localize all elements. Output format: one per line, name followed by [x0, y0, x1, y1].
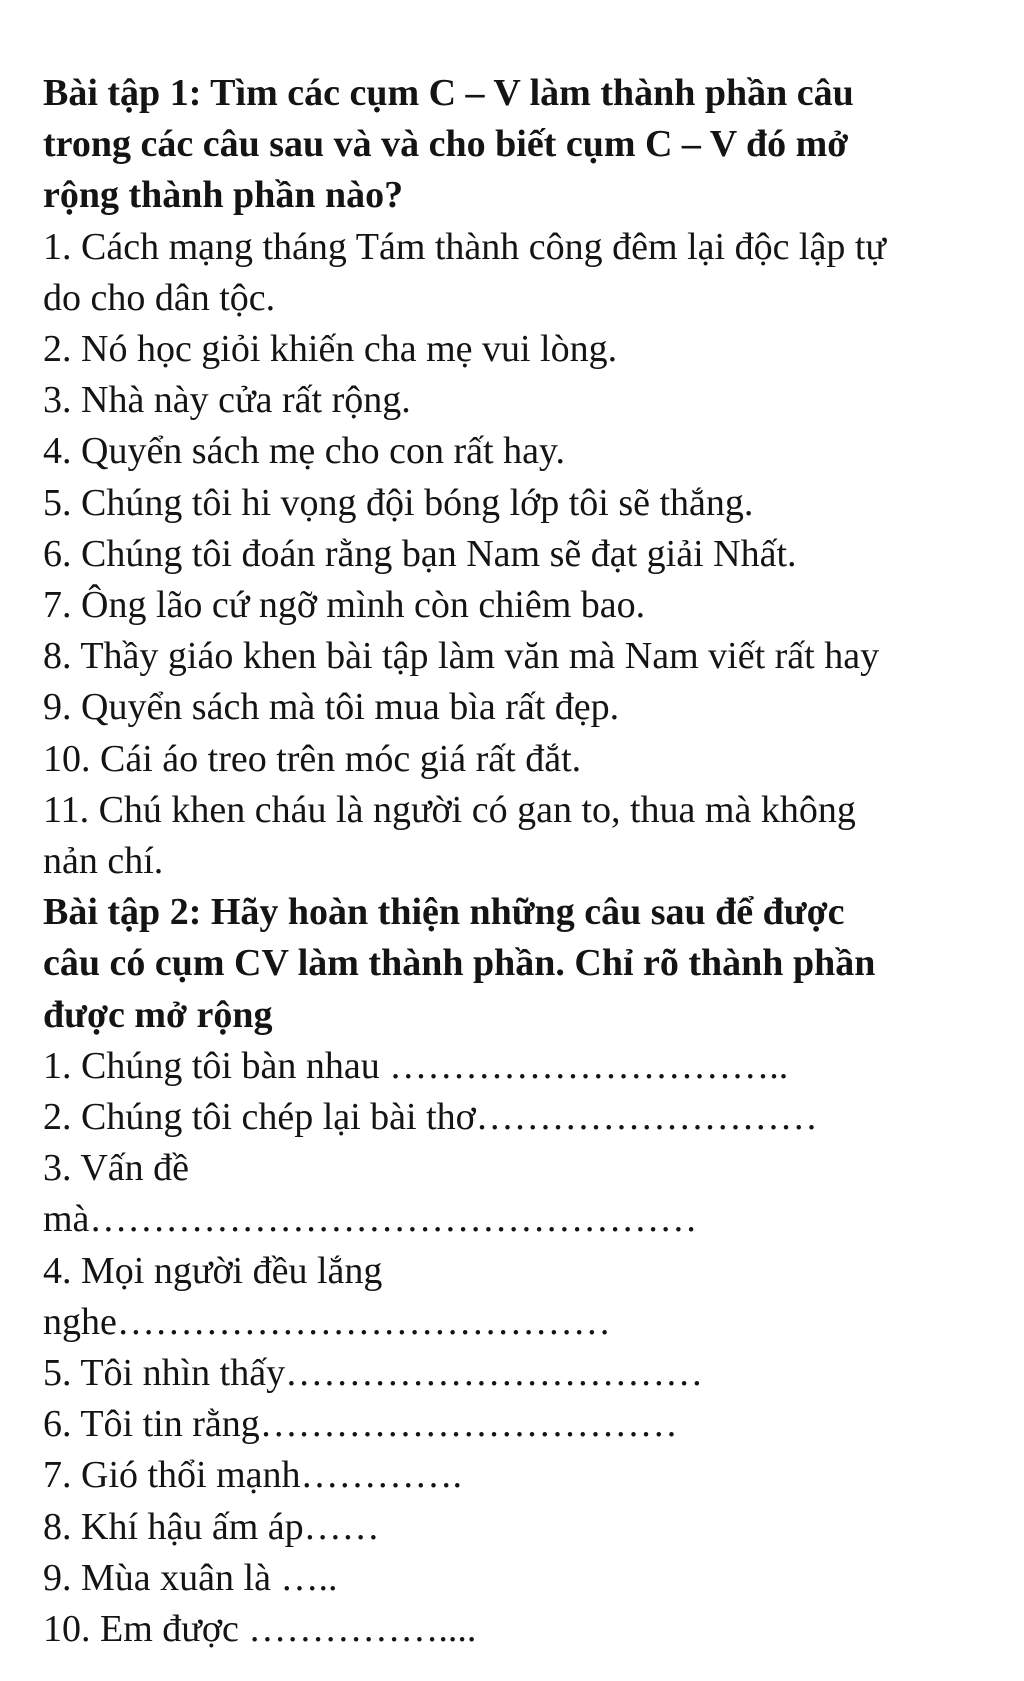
heading-line: Bài tập 2: Hãy hoàn thiện những câu sau để được — [43, 891, 845, 934]
fill-in-line: 4. Mọi người đều lắng — [43, 1249, 383, 1292]
fill-in-line: nghe………………………………… — [43, 1300, 611, 1343]
heading-line: câu có cụm CV làm thành phần. Chỉ rõ thành phần — [43, 942, 876, 985]
sentence-line: 11. Chú khen cháu là người có gan to, thua mà không — [43, 788, 856, 831]
sentence-line: 8. Thầy giáo khen bài tập làm văn mà Nam viết rất hay — [43, 635, 880, 678]
heading-line: được mở rộng — [43, 993, 273, 1036]
sentence-line: 5. Chúng tôi hi vọng đội bóng lớp tôi sẽ thắng. — [43, 481, 754, 524]
exercise-2-sentences — [43, 1041, 1003, 1655]
sentence-line: 10. Cái áo treo trên móc giá rất đắt. — [43, 737, 582, 780]
sentence-line: 9. Quyển sách mà tôi mua bìa rất đẹp. — [43, 686, 620, 729]
sentence-line: 2. Nó học giỏi khiến cha mẹ vui lòng. — [43, 328, 618, 371]
document-page — [43, 68, 1003, 1655]
sentence-line: nản chí. — [43, 840, 164, 883]
fill-in-line: 10. Em được …………….... — [43, 1608, 477, 1651]
sentence-line: do cho dân tộc. — [43, 276, 276, 319]
fill-in-line: 9. Mùa xuân là ….. — [43, 1556, 338, 1599]
sentence-line: 1. Cách mạng tháng Tám thành công đêm lại độc lập tự — [43, 225, 887, 268]
fill-in-line: 6. Tôi tin rằng…………………………… — [43, 1403, 678, 1446]
fill-in-line: 8. Khí hậu ấm áp…… — [43, 1505, 380, 1548]
exercise-1-heading — [43, 68, 1003, 222]
fill-in-line: mà………………………………………… — [43, 1198, 698, 1241]
exercise-1-section — [43, 68, 1003, 887]
fill-in-line: 2. Chúng tôi chép lại bài thơ……………………… — [43, 1096, 818, 1139]
exercise-2-section — [43, 887, 1003, 1655]
fill-in-line: 1. Chúng tôi bàn nhau ………………………….. — [43, 1044, 789, 1087]
heading-line: trong các câu sau và và cho biết cụm C – V đó mở — [43, 123, 849, 166]
sentence-line: 3. Nhà này cửa rất rộng. — [43, 379, 411, 422]
fill-in-line: 3. Vấn đề — [43, 1147, 189, 1190]
sentence-line: 4. Quyển sách mẹ cho con rất hay. — [43, 430, 565, 473]
exercise-1-sentences — [43, 222, 1003, 888]
sentence-line: 7. Ông lão cứ ngỡ mình còn chiêm bao. — [43, 584, 646, 627]
fill-in-line: 5. Tôi nhìn thấy…………………………… — [43, 1352, 704, 1395]
heading-line: Bài tập 1: Tìm các cụm C – V làm thành phần câu — [43, 72, 854, 114]
exercise-2-heading — [43, 887, 1003, 1041]
fill-in-line: 7. Gió thổi mạnh…………. — [43, 1454, 463, 1497]
heading-line: rộng thành phần nào? — [43, 174, 404, 217]
sentence-line: 6. Chúng tôi đoán rằng bạn Nam sẽ đạt giải Nhất. — [43, 532, 797, 575]
